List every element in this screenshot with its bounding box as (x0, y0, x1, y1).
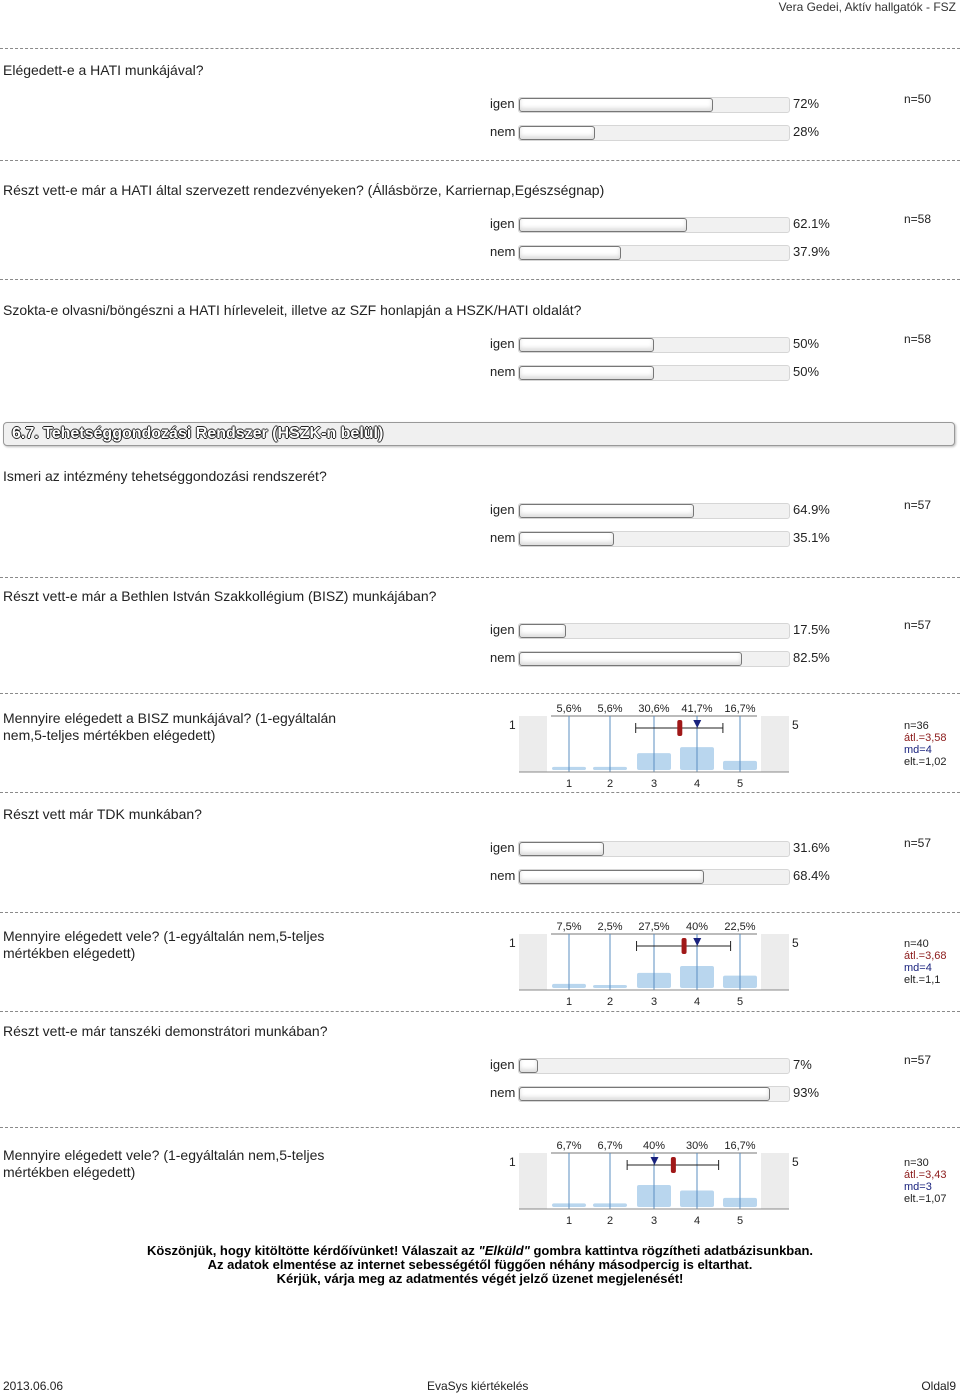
answer-bar-track (518, 125, 790, 141)
histogram-chart (515, 918, 815, 1008)
scale-side-box (519, 1153, 547, 1209)
bar-value-label: 5,6% (556, 703, 582, 715)
divider (0, 912, 960, 913)
scale-left-anchor: 1 (509, 936, 516, 950)
answer-label: nem (490, 530, 516, 545)
answer-percent: 50% (793, 364, 820, 379)
median-marker (651, 1157, 659, 1165)
scale-right-anchor: 5 (792, 936, 799, 950)
section-header (3, 422, 955, 446)
answer-percent: 7% (793, 1057, 812, 1072)
bar-value-label: 2,5% (597, 921, 623, 933)
answer-bar-fill (519, 1059, 538, 1073)
question-text: Elégedett-e a HATI munkájával? (3, 62, 204, 78)
answer-bar-fill (519, 842, 604, 856)
stat-mean: átl.=3,58 (904, 732, 947, 744)
bar-value-label: 5,6% (597, 703, 623, 715)
answer-percent: 37.9% (793, 244, 830, 259)
answer-label: igen (490, 96, 515, 111)
question-text: Mennyire elégedett a BISZ munkájával? (1-egyáltalán nem,5-teljes mértékben elégedett) (3, 710, 337, 743)
answer-percent: 72% (793, 96, 820, 111)
answer-label: igen (490, 336, 515, 351)
bar-value-label: 16,7% (724, 703, 756, 715)
bar-value-label: 16,7% (724, 1140, 756, 1152)
category-label: 1 (565, 778, 573, 790)
stat-sd: elt.=1,02 (904, 756, 947, 768)
bar-value-label: 6,7% (597, 1140, 623, 1152)
answer-bar-fill (519, 624, 566, 638)
answer-percent: 93% (793, 1085, 820, 1100)
answer-label: nem (490, 244, 516, 259)
scale-left-anchor: 1 (509, 718, 516, 732)
mean-marker (682, 938, 687, 954)
question-text: Mennyire elégedett vele? (1-egyáltalán nem,5-teljes mértékben elégedett) (3, 1147, 325, 1180)
mean-marker (677, 720, 682, 736)
scale-side-box (519, 716, 547, 772)
respondent-count: n=57 (904, 1053, 932, 1067)
answer-bar-track (518, 1058, 790, 1074)
answer-bar-track (518, 531, 790, 547)
stat-median: md=4 (904, 962, 932, 974)
answer-bar-track (518, 365, 790, 381)
median-marker (693, 938, 701, 946)
answer-bar-fill (519, 126, 595, 140)
bar-value-label: 30,6% (638, 703, 670, 715)
divider (0, 48, 960, 49)
mean-marker (671, 1157, 676, 1173)
category-label: 3 (650, 778, 658, 790)
stat-n: n=40 (904, 938, 929, 950)
answer-label: igen (490, 840, 515, 855)
closing-text: Köszönjük, hogy kitöltötte kérdőívünket! Válaszait az (146, 1243, 479, 1258)
answer-percent: 64.9% (793, 502, 830, 517)
answer-label: nem (490, 1085, 516, 1100)
answer-percent: 82.5% (793, 650, 830, 665)
answer-bar-fill (519, 652, 742, 666)
stat-sd: elt.=1,1 (904, 974, 941, 986)
section-title: 6.7. Tehetséggondozási Rendszer (HSZK-n belül) (12, 425, 384, 442)
respondent-count: n=58 (904, 212, 932, 226)
category-label: 1 (565, 1215, 573, 1227)
answer-percent: 35.1% (793, 530, 830, 545)
answer-percent: 17.5% (793, 622, 830, 637)
bar-value-label: 40% (685, 921, 709, 933)
answer-bar-fill (519, 532, 614, 546)
answer-bar-fill (519, 504, 694, 518)
median-marker (693, 720, 701, 728)
divider (0, 792, 960, 793)
scale-side-box (761, 716, 789, 772)
closing-text: gombra kattintva rögzítheti adatbázisunkban. (529, 1243, 814, 1258)
category-label: 2 (606, 1215, 614, 1227)
respondent-count: n=58 (904, 332, 932, 346)
answer-bar-track (518, 97, 790, 113)
respondent-count: n=50 (904, 92, 932, 106)
answer-bar-fill (519, 338, 654, 352)
divider (0, 577, 960, 578)
bar-value-label: 6,7% (556, 1140, 582, 1152)
answer-bar-track (518, 623, 790, 639)
category-label: 4 (693, 778, 701, 790)
answer-label: igen (490, 502, 515, 517)
answer-bar-track (518, 337, 790, 353)
answer-label: nem (490, 868, 516, 883)
stat-mean: átl.=3,68 (904, 950, 947, 962)
respondent-count: n=57 (904, 836, 932, 850)
question-text: Mennyire elégedett vele? (1-egyáltalán nem,5-teljes mértékben elégedett) (3, 928, 325, 961)
category-label: 2 (606, 778, 614, 790)
category-label: 4 (693, 996, 701, 1008)
scale-side-box (761, 1153, 789, 1209)
divider (0, 1127, 960, 1128)
question-text: Részt vett-e már a HATI által szervezett rendezvényeken? (Állásbörze, Karriernap,Egészségnap) (3, 182, 605, 198)
answer-bar-track (518, 217, 790, 233)
divider (0, 160, 960, 161)
bar-value-label: 27,5% (638, 921, 670, 933)
answer-label: igen (490, 622, 515, 637)
question-text: Részt vett-e már tanszéki demonstrátori munkában? (3, 1023, 328, 1039)
answer-percent: 31.6% (793, 840, 830, 855)
answer-bar-fill (519, 366, 654, 380)
answer-bar-track (518, 841, 790, 857)
closing-line-2: Az adatok elmentése az internet sebességétől függően néhány másodpercig is eltarthat. (207, 1257, 753, 1272)
answer-percent: 28% (793, 124, 820, 139)
chart-stats (904, 938, 947, 986)
category-label: 3 (650, 996, 658, 1008)
respondent-count: n=57 (904, 498, 932, 512)
chart-stats (904, 1157, 947, 1205)
answer-percent: 68.4% (793, 868, 830, 883)
category-label: 1 (565, 996, 573, 1008)
question-text: Részt vett-e már a Bethlen István Szakkollégium (BISZ) munkájában? (3, 588, 437, 604)
scale-side-box (761, 934, 789, 990)
answer-bar-track (518, 651, 790, 667)
bar-value-label: 41,7% (681, 703, 713, 715)
histogram-chart (515, 700, 815, 790)
closing-emphasis: "Elküld" (478, 1243, 530, 1258)
divider (0, 693, 960, 694)
answer-bar-fill (519, 218, 687, 232)
stat-mean: átl.=3,43 (904, 1169, 947, 1181)
stat-median: md=4 (904, 744, 932, 756)
question-text: Ismeri az intézmény tehetséggondozási rendszerét? (3, 468, 327, 484)
scale-side-box (519, 934, 547, 990)
divider (0, 279, 960, 280)
header-author: Vera Gedei, Aktív hallgatók - FSZ (778, 0, 956, 14)
category-label: 5 (736, 1215, 744, 1227)
answer-percent: 62.1% (793, 216, 830, 231)
histogram-chart (515, 1137, 815, 1227)
divider (0, 1011, 960, 1012)
footer-page: Oldal9 (921, 1379, 956, 1393)
category-label: 5 (736, 996, 744, 1008)
question-text: Szokta-e olvasni/böngészni a HATI hírleveleit, illetve az SZF honlapján a HSZK/HATI oldalát? (3, 302, 582, 318)
answer-label: nem (490, 364, 516, 379)
answer-bar-track (518, 245, 790, 261)
stat-n: n=30 (904, 1157, 929, 1169)
answer-bar-track (518, 503, 790, 519)
category-label: 4 (693, 1215, 701, 1227)
footer-title: EvaSys kiértékelés (427, 1379, 529, 1393)
answer-bar-fill (519, 1087, 770, 1101)
answer-percent: 50% (793, 336, 820, 351)
bar-value-label: 7,5% (556, 921, 582, 933)
scale-right-anchor: 5 (792, 1155, 799, 1169)
stat-n: n=36 (904, 720, 929, 732)
respondent-count: n=57 (904, 618, 932, 632)
category-label: 5 (736, 778, 744, 790)
closing-message (0, 1244, 960, 1286)
scale-left-anchor: 1 (509, 1155, 516, 1169)
footer-date: 2013.06.06 (3, 1379, 64, 1393)
answer-bar-track (518, 1086, 790, 1102)
answer-label: igen (490, 1057, 515, 1072)
answer-bar-fill (519, 98, 713, 112)
answer-bar-fill (519, 246, 621, 260)
answer-bar-fill (519, 870, 704, 884)
chart-stats (904, 720, 947, 768)
bar-value-label: 40% (642, 1140, 666, 1152)
answer-label: nem (490, 650, 516, 665)
category-label: 3 (650, 1215, 658, 1227)
stat-sd: elt.=1,07 (904, 1193, 947, 1205)
answer-bar-track (518, 869, 790, 885)
question-text: Részt vett már TDK munkában? (3, 806, 202, 822)
bar-value-label: 30% (685, 1140, 709, 1152)
category-label: 2 (606, 996, 614, 1008)
scale-right-anchor: 5 (792, 718, 799, 732)
answer-label: igen (490, 216, 515, 231)
bar-value-label: 22,5% (724, 921, 756, 933)
answer-label: nem (490, 124, 516, 139)
closing-line-3: Kérjük, várja meg az adatmentés végét jelző üzenet megjelenését! (276, 1271, 684, 1286)
stat-median: md=3 (904, 1181, 932, 1193)
